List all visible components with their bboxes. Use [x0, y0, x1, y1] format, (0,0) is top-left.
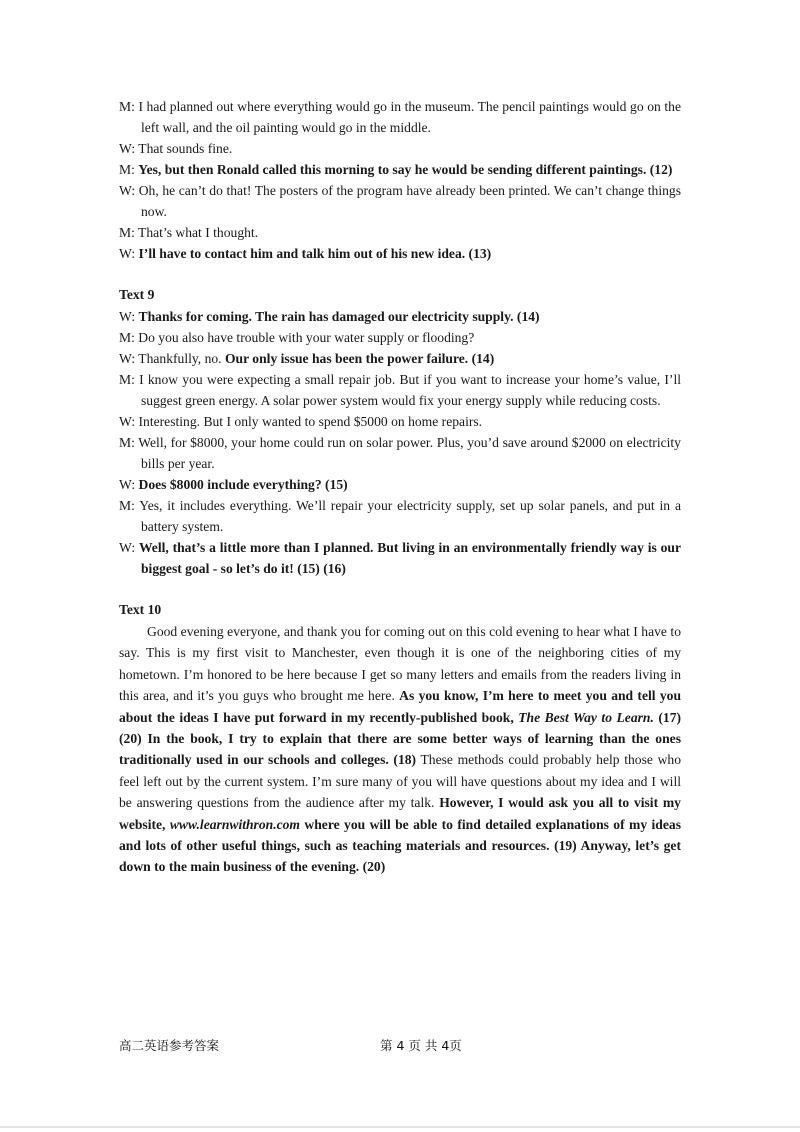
dialogue-text: Well, that’s a little more than I planned. But living in an environmentally friendly way is our biggest goal - so let’s do it! (15) (16) — [138, 540, 681, 576]
monologue-text: The Best Way to Learn. — [518, 709, 654, 725]
speaker-label: W: — [119, 183, 139, 198]
dialogue-line — [119, 159, 681, 180]
dialogue-line — [119, 369, 681, 411]
speaker-label: W: — [119, 351, 139, 366]
speaker-label: W: — [119, 141, 139, 156]
speaker-label: W: — [119, 540, 139, 555]
speaker-label: M: — [119, 330, 139, 345]
monologue-text: These methods could probably help those who feel left out by the current system. I’m sure many of you will have questions about my idea and I will be answering questions from the audience after my talk. — [119, 752, 681, 811]
monologue-text: (17) (20) In the book, I try to explain that there are some better ways of learning than the ones traditionally used in our schools and colleges. (18) — [119, 709, 682, 768]
dialogue-text: I know you were expecting a small repair job. But if you want to increase your home’s value, I’ll suggest green energy. A solar power system would fix your energy supply while reducing costs. — [139, 372, 681, 408]
text10-monologue — [119, 621, 681, 878]
monologue-text: However, I would ask you all to visit my website, — [119, 795, 681, 832]
dialogue-line — [119, 306, 681, 327]
speaker-label: W: — [119, 477, 139, 492]
speaker-label: W: — [119, 246, 139, 261]
dialogue-line — [119, 96, 681, 138]
monologue-text: As you know, I’m here to meet you and tell you about the ideas I have put forward in my recently-published book, — [119, 688, 681, 725]
dialogue-line — [119, 537, 681, 579]
text8-dialogue — [119, 96, 681, 264]
dialogue-text: Well, for $8000, your home could run on solar power. Plus, you’d save around $2000 on electricity bills per year. — [138, 435, 681, 471]
dialogue-text: Yes, but then Ronald called this morning to say he would be sending different paintings. (12) — [138, 162, 673, 177]
dialogue-line — [119, 243, 681, 264]
dialogue-text: Oh, he can’t do that! The posters of the program have already been printed. We can’t change things now. — [138, 183, 681, 219]
bottom-divider — [0, 1126, 800, 1128]
footer-subject: 高二英语参考答案 — [119, 1038, 220, 1053]
dialogue-text: Thanks for coming. The rain has damaged our electricity supply. (14) — [138, 309, 540, 324]
dialogue-text: Yes, it includes everything. We’ll repair your electricity supply, set up solar panels, and put in a battery system. — [139, 498, 682, 534]
speaker-label: M: — [119, 498, 140, 513]
dialogue-line — [119, 432, 681, 474]
dialogue-text: Do you also have trouble with your water supply or flooding? — [138, 330, 475, 345]
dialogue-line — [119, 222, 681, 243]
text9-heading: Text 9 — [119, 287, 155, 302]
dialogue-line — [119, 474, 681, 495]
speaker-label: M: — [119, 435, 139, 450]
speaker-label: M: — [119, 372, 140, 387]
dialogue-text: Our only issue has been the power failure. (14) — [224, 351, 495, 366]
text10-heading: Text 10 — [119, 602, 162, 617]
dialogue-text: Does $8000 include everything? (15) — [138, 477, 348, 492]
monologue-text: where you will be able to find detailed explanations of my ideas and lots of other useful things, such as teaching materials and resources. (19) Anyway, let’s get down to the main business of the evening. (20) — [119, 816, 681, 875]
dialogue-line — [119, 348, 681, 369]
text9-dialogue — [119, 306, 681, 579]
dialogue-line — [119, 327, 681, 348]
speaker-label: W: — [119, 414, 139, 429]
dialogue-text: Interesting. But I only wanted to spend $5000 on home repairs. — [138, 414, 483, 429]
footer-page-number: 第 4 页 共 4页 — [380, 1038, 462, 1053]
dialogue-line — [119, 180, 681, 222]
dialogue-line — [119, 495, 681, 537]
speaker-label: M: — [119, 225, 139, 240]
transcript-content — [119, 96, 681, 878]
speaker-label: M: — [119, 162, 139, 177]
monologue-text: www.learnwithron.com — [169, 816, 301, 832]
dialogue-text: I had planned out where everything would go in the museum. The pencil paintings would go on the left wall, and the oil painting would go in the middle. — [138, 99, 681, 135]
dialogue-line — [119, 138, 681, 159]
monologue-text: Good evening everyone, and thank you for coming out on this cold evening to hear what I have to say. This is my first visit to Manchester, even though it is one of the neighboring cities of my hometown. I’m honored to be here because I get so many letters and emails from the readers living in this area, and it’s you guys who brought me here. — [119, 624, 681, 704]
dialogue-line — [119, 411, 681, 432]
dialogue-text: I’ll have to contact him and talk him out of his new idea. (13) — [138, 246, 492, 261]
dialogue-text: That’s what I thought. — [138, 225, 259, 240]
dialogue-text: Thankfully, no. — [138, 351, 225, 366]
speaker-label: W: — [119, 309, 139, 324]
dialogue-text: That sounds fine. — [138, 141, 233, 156]
speaker-label: M: — [119, 99, 139, 114]
